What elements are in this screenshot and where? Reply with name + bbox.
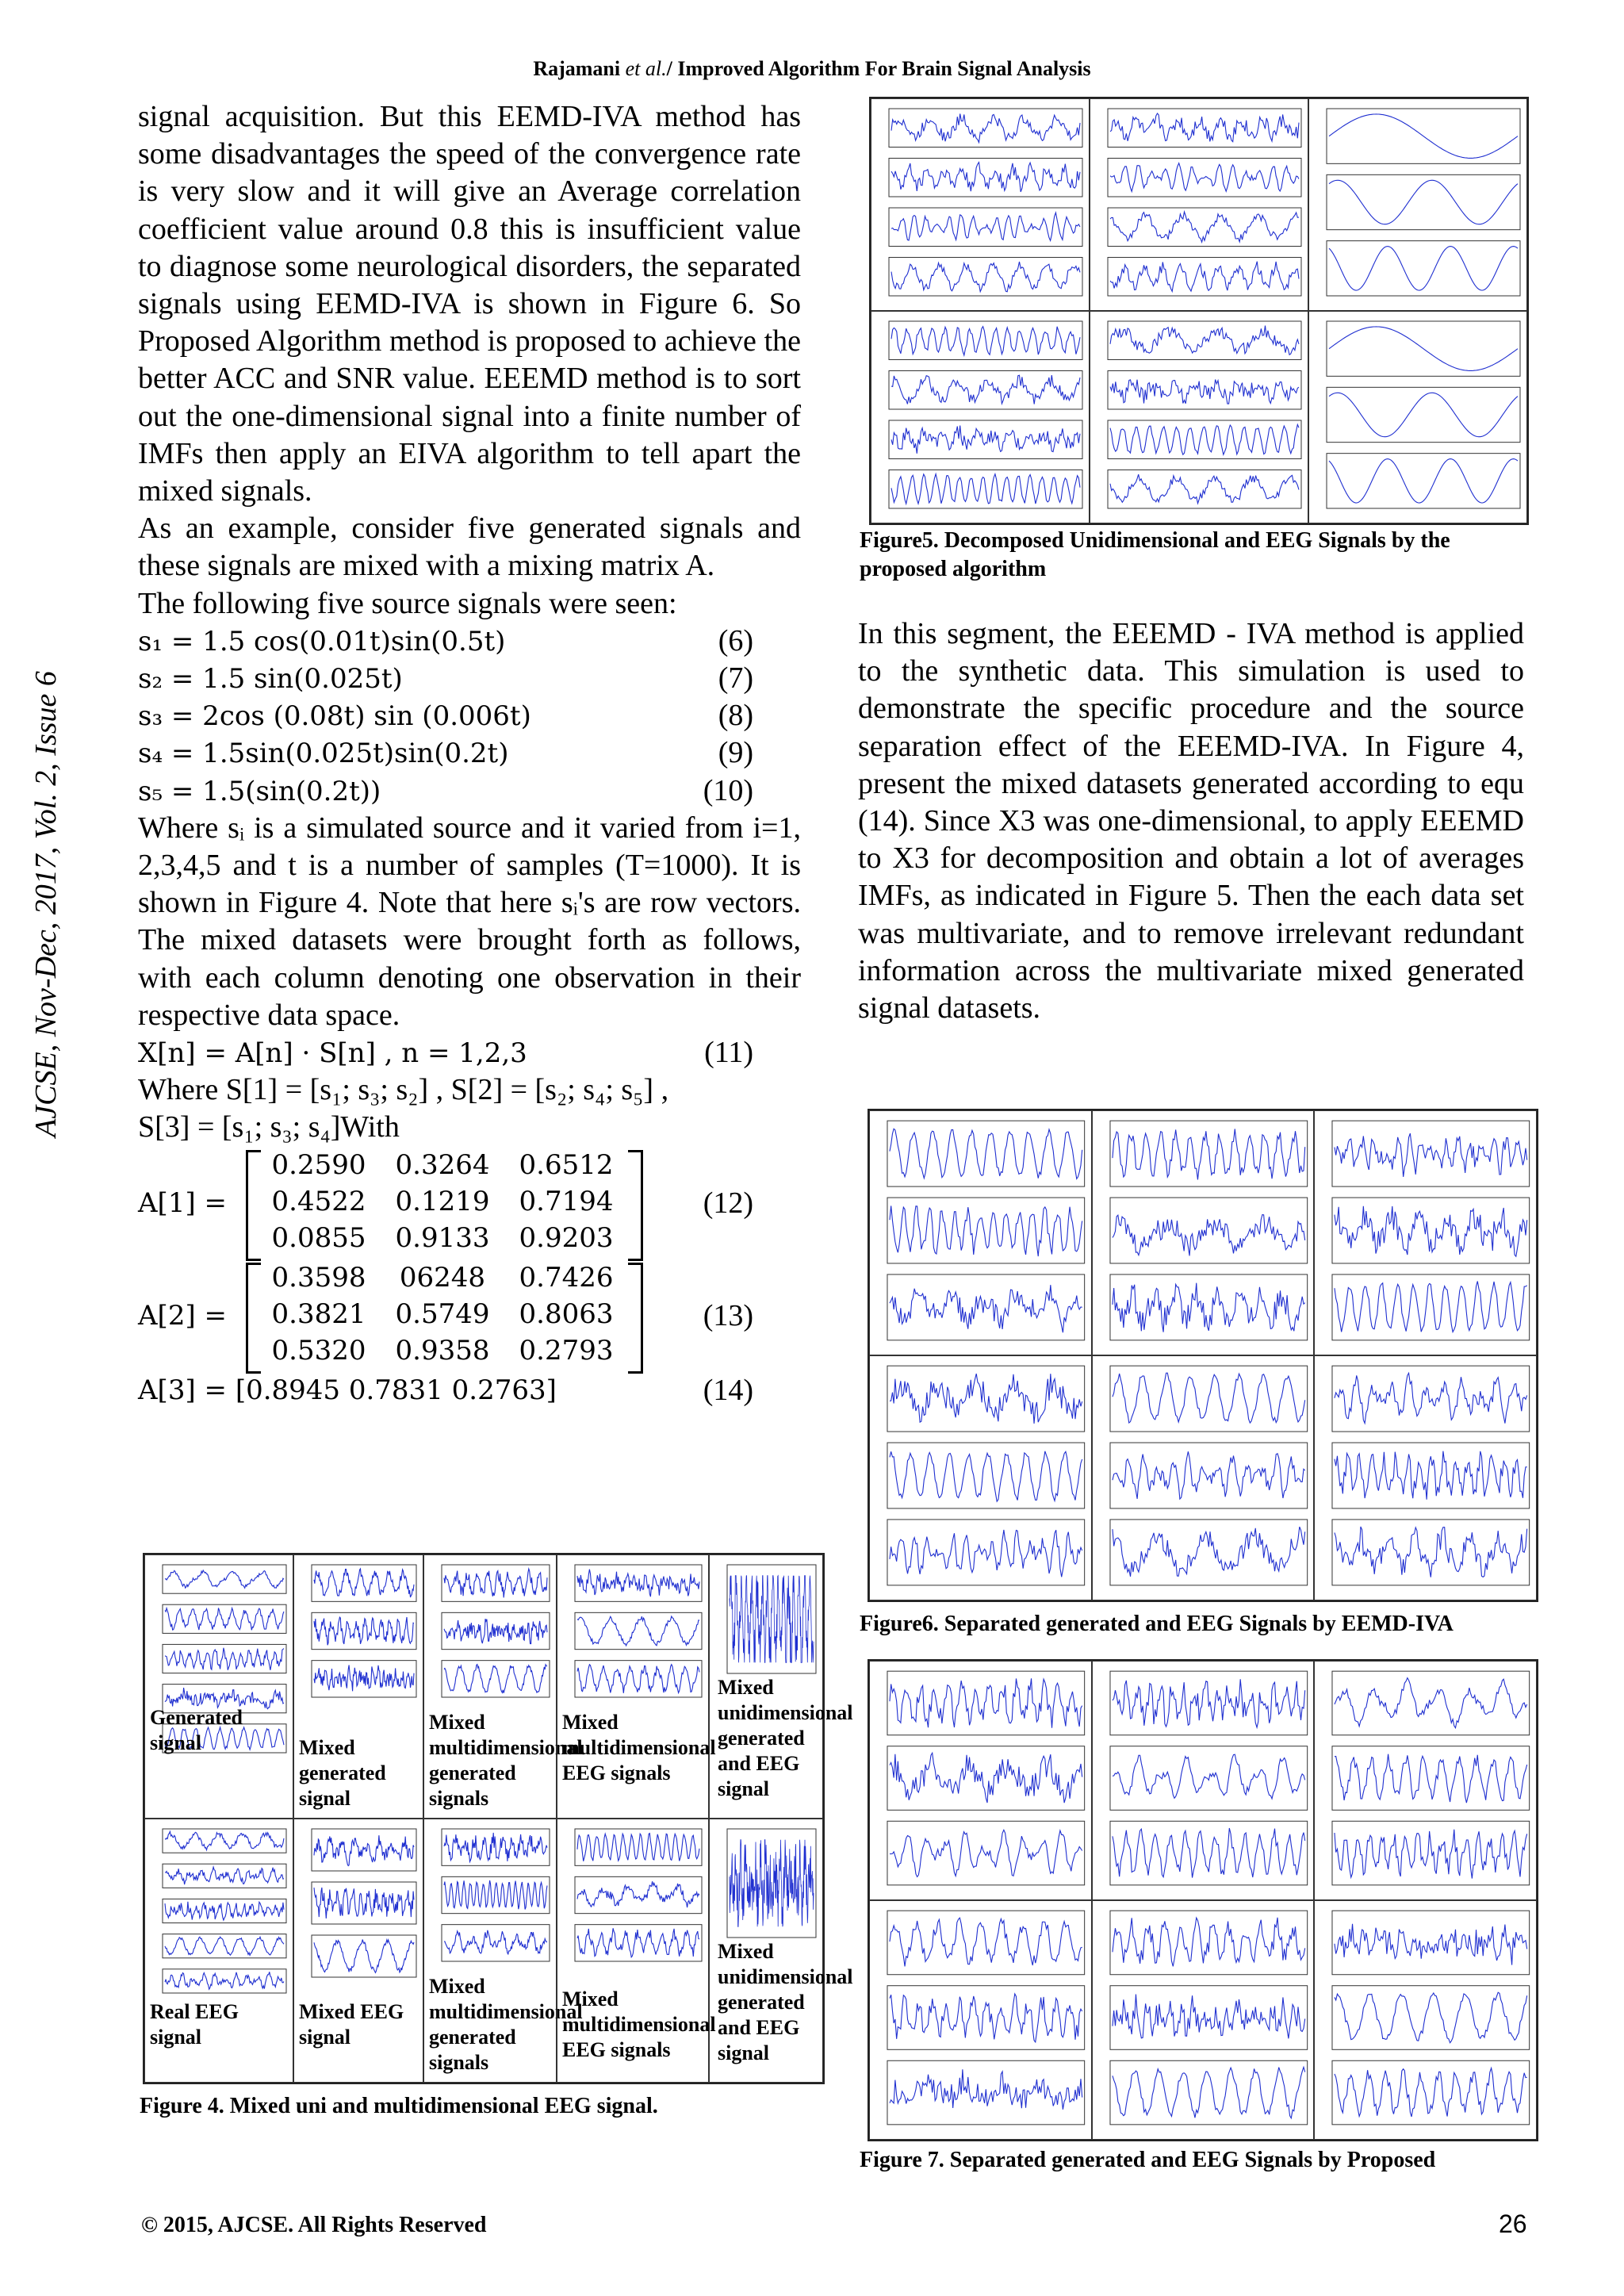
equation-8	[138, 697, 801, 734]
plot-axes-box	[889, 159, 1082, 197]
equation-expr: s₂ = 1.5 sin(0.025t)	[138, 663, 403, 696]
right-column	[858, 615, 1524, 1027]
signal-waveform	[1110, 163, 1299, 192]
matrix-cell: 0.9133	[395, 1221, 490, 1254]
signal-waveform	[890, 1994, 1082, 2042]
plot-axes-box	[575, 1876, 702, 1913]
fig4-label: Mixed EEG signal	[299, 2000, 404, 2049]
matrix-cell: 0.3264	[395, 1148, 490, 1181]
fig5-cell	[1090, 311, 1308, 523]
left-column	[138, 98, 801, 1413]
signal-waveform	[314, 1940, 414, 1973]
fig4-label: Mixed generated signal	[299, 1736, 386, 1810]
fig6-cell	[1314, 1110, 1537, 1355]
fig4-label: Mixed multidimensional generated signals	[429, 1975, 583, 2074]
plot-axes-box	[1332, 1746, 1530, 1811]
fig4-label: Mixed multidimensional generated signals	[429, 1711, 583, 1810]
signal-waveform	[730, 1840, 814, 1927]
signal-waveform	[1113, 2067, 1305, 2118]
signal-waveform	[1335, 1754, 1527, 1803]
equation-expr: s₁ = 1.5 cos(0.01t)sin(0.5t)	[138, 625, 506, 657]
fig4-label: Mixed multidimensional EEG signals	[562, 1711, 716, 1784]
signal-waveform	[1113, 1215, 1305, 1256]
matrix-cell: 0.7426	[519, 1261, 614, 1294]
signal-waveform	[1329, 459, 1518, 504]
header-slash: /	[666, 57, 672, 80]
header-title: Improved Algorithm For Brain Signal Analysis	[677, 57, 1091, 80]
plot-axes-box	[887, 1986, 1085, 2050]
signal-waveform	[1113, 1373, 1305, 1423]
signal-waveform	[891, 474, 1080, 504]
plot-axes-box	[1108, 420, 1301, 459]
fig6-plots	[1093, 1111, 1314, 1355]
signal-waveform	[1113, 1129, 1305, 1179]
equation-10	[138, 772, 801, 810]
matrix-cell: 0.3821	[271, 1297, 366, 1330]
signal-waveform	[1335, 1282, 1527, 1332]
where-line-2	[138, 1109, 801, 1146]
fig4-label: Generated signal	[150, 1706, 243, 1754]
matrix-cell: 0.4522	[271, 1185, 366, 1217]
signal-waveform	[577, 1616, 699, 1646]
plot-axes-box	[575, 1612, 702, 1649]
fig4-plots	[145, 1555, 293, 1818]
signal-waveform	[1113, 1527, 1305, 1577]
signal-waveform	[1329, 114, 1518, 159]
plot-axes-box	[1332, 1198, 1530, 1263]
signal-waveform	[577, 1834, 699, 1861]
plot-axes-box	[887, 1366, 1085, 1432]
header-author: Rajamani	[533, 57, 621, 80]
figure-5	[869, 97, 1529, 525]
equation-number: (11)	[704, 1036, 753, 1069]
matrix-cell: 0.9203	[519, 1221, 614, 1254]
equation-number: (13)	[703, 1298, 753, 1332]
signal-waveform	[165, 1902, 284, 1920]
signal-waveform	[1335, 1678, 1527, 1728]
signal-waveform	[890, 1830, 1082, 1876]
signal-waveform	[890, 1918, 1082, 1966]
signal-waveform	[891, 114, 1080, 143]
figure-4-caption: Figure 4. Mixed uni and multidimensional EEG signal.	[140, 2094, 658, 2118]
fig4-label: Mixed unidimensional generated and EEG signal	[718, 1940, 853, 2064]
signal-waveform	[1335, 1924, 1527, 1965]
signal-waveform	[444, 1880, 547, 1910]
signal-waveform	[314, 1665, 414, 1691]
equation-number: (10)	[703, 773, 753, 807]
left-paragraph-3: The following five source signals were seen:	[138, 586, 677, 620]
signal-waveform	[165, 1570, 284, 1588]
signal-waveform	[165, 1648, 284, 1670]
signal-waveform	[165, 1867, 284, 1884]
matrix-lhs: A[1] =	[138, 1186, 228, 1219]
signal-waveform	[1335, 1206, 1527, 1257]
signal-waveform	[1335, 1527, 1527, 1577]
fig6-plots	[870, 1356, 1091, 1600]
signal-waveform	[1113, 1451, 1305, 1499]
equation-number: (8)	[718, 699, 753, 733]
plot-axes-box	[1332, 1911, 1530, 1975]
fig6-plots	[1093, 1356, 1314, 1600]
fig4-cell	[144, 1554, 293, 1819]
signal-waveform	[1113, 1918, 1305, 1967]
equation-number: (7)	[718, 661, 753, 696]
fig4-cell	[557, 1819, 716, 2083]
fig4-cell	[557, 1554, 716, 1819]
equation-number: (12)	[703, 1186, 753, 1220]
signal-waveform	[890, 1451, 1082, 1501]
fig5-plots	[871, 312, 1089, 523]
plot-axes-box	[1110, 2060, 1308, 2125]
fig5-plots	[1309, 99, 1526, 310]
signal-waveform	[577, 1665, 699, 1693]
signal-waveform	[577, 1881, 699, 1907]
plot-axes-box	[1108, 470, 1301, 509]
figure-6-caption: Figure6. Separated generated and EEG Signals by EEMD-IVA	[860, 1612, 1454, 1636]
equation-number: (9)	[718, 736, 753, 770]
signal-waveform	[890, 2069, 1082, 2110]
figure-7-caption: Figure 7. Separated generated and EEG Signals by Proposed	[860, 2148, 1436, 2172]
where-line-1	[138, 1071, 801, 1109]
fig6-plots	[1315, 1356, 1536, 1600]
signal-waveform	[1335, 1451, 1527, 1500]
signal-waveform	[1329, 393, 1518, 436]
signal-waveform	[891, 327, 1080, 355]
matrix-cell: 0.2590	[271, 1148, 366, 1181]
fig5-cell	[1090, 98, 1308, 311]
fig4-cell	[144, 1819, 293, 2083]
signal-waveform	[1110, 113, 1299, 142]
matrix-cell: 0.2793	[519, 1334, 614, 1366]
signal-waveform	[314, 1569, 414, 1597]
plot-axes-box	[1327, 174, 1520, 229]
left-paragraph-1: signal acquisition. But this EEMD-IVA method has some disadvantages the speed of the convergence rate is very slow and it will give an Average correlation coefficient value around 0.8 this is insufficient value to diagnose some neurological disorders, the separated signals using EEMD-IVA is shown in Figure 6. So Proposed Algorithm method is proposed to achieve the better ACC and SNR value. EEEMD method is to sort out the one-dimensional signal into a finite number of IMFs then apply an EIVA algorithm to tell apart the mixed signals.	[138, 100, 801, 508]
signal-waveform	[577, 1928, 699, 1957]
figure-4	[143, 1553, 853, 2084]
signal-waveform	[1113, 1283, 1305, 1332]
footer-copyright: © 2015, AJCSE. All Rights Reserved	[141, 2213, 487, 2237]
signal-waveform	[1335, 1373, 1527, 1423]
matrix-expr: A[3] = [0.8945 0.7831 0.2763]	[138, 1374, 557, 1406]
signal-waveform	[1335, 2068, 1527, 2117]
plot-axes-box	[1110, 1520, 1308, 1585]
side-journal-text: AJCSE, Nov-Dec, 2017, Vol. 2, Issue 6	[29, 671, 63, 1137]
signal-waveform	[891, 426, 1080, 454]
figure-6	[868, 1109, 1538, 1602]
fig6-plots	[870, 1111, 1091, 1355]
left-paragraph-4: Where sᵢ is a simulated source and it varied from i=1, 2,3,4,5 and t is a number of samples (T=1000). It is shown in Figure 4. Note that here sᵢ's are row vectors. The mixed datasets were brought forth as follows, with each column denoting one observation in their respective data space.	[138, 811, 801, 1032]
fig6-cell	[869, 1110, 1092, 1355]
signal-waveform	[165, 1972, 284, 1989]
signal-waveform	[1335, 1830, 1527, 1879]
signal-waveform	[314, 1835, 414, 1865]
left-paragraph-2: As an example, consider five generated signals and these signals are mixed with a mixing matrix A.	[138, 512, 801, 583]
plot-axes-box	[1332, 2060, 1530, 2125]
fig4-cell	[423, 1554, 583, 1819]
plot-axes-box	[1108, 371, 1301, 410]
signal-waveform	[891, 262, 1080, 292]
fig6-cell	[1092, 1110, 1315, 1355]
equation-number: (6)	[718, 623, 753, 657]
matrix-A1	[138, 1147, 801, 1259]
signal-waveform	[890, 1530, 1082, 1577]
plot-axes-box	[312, 1882, 416, 1924]
page-number: 26	[1499, 2210, 1527, 2238]
equation-expr: s₅ = 1.5(sin(0.2t))	[138, 775, 381, 807]
matrix-cell: 06248	[399, 1261, 486, 1294]
fig5-cell	[1308, 98, 1527, 311]
signal-waveform	[577, 1570, 699, 1597]
matrix-right-bracket	[628, 1263, 643, 1374]
matrix-cell: 0.6512	[519, 1148, 614, 1181]
fig5-plots	[871, 99, 1089, 310]
fig7-plots	[1093, 1901, 1314, 2139]
signal-waveform	[1110, 212, 1299, 242]
matrix-cell: 0.9358	[395, 1334, 490, 1366]
header-etal: et al.	[625, 57, 667, 80]
signal-waveform	[165, 1608, 284, 1631]
signal-waveform	[165, 1831, 284, 1849]
plot-axes-box	[163, 1899, 286, 1922]
right-paragraph-1: In this segment, the EEEMD - IVA method is applied to the synthetic data. This simulation is used to demonstrate the specific procedure and the source separation effect of the EEEMD-IVA. In Figure 4, present the mixed datasets generated according to equ (14). Since X3 was one-dimensional, to apply EEEMD to X3 for decomposition and obtain a lot of averages IMFs, as indicated in Figure 5. Then the each data set was multivariate, and to remove irrelevant redundant information across the multivariate mixed generated signal datasets.	[858, 617, 1524, 1025]
matrix-cell: 0.3598	[271, 1261, 366, 1294]
fig5-cell	[871, 98, 1090, 311]
fig5-plots	[1309, 312, 1526, 523]
signal-waveform	[1110, 380, 1299, 404]
signal-waveform	[1329, 180, 1518, 224]
signal-waveform	[891, 375, 1080, 404]
signal-waveform	[1335, 1133, 1527, 1177]
matrix-right-bracket	[628, 1150, 643, 1261]
plot-axes-box	[1327, 241, 1520, 296]
matrix-cell: 0.8063	[519, 1297, 614, 1330]
signal-waveform	[890, 1129, 1082, 1179]
fig4-label: Real EEG signal	[150, 2000, 239, 2049]
plot-axes-box	[1327, 454, 1520, 508]
fig7-cell	[1092, 1900, 1315, 2140]
fig6-cell	[1314, 1355, 1537, 1600]
signal-waveform	[890, 1285, 1082, 1332]
plot-axes-box	[1110, 1121, 1308, 1186]
equation-7	[138, 660, 801, 697]
equation-6	[138, 623, 801, 660]
figure-7-grid	[869, 1661, 1537, 2140]
plot-axes-box	[312, 1565, 416, 1601]
equation-expr: s₃ = 2cos (0.08t) sin (0.006t)	[138, 700, 531, 733]
signal-waveform	[1329, 327, 1518, 371]
signal-waveform	[891, 163, 1080, 192]
signal-waveform	[1110, 424, 1299, 454]
plot-axes-box	[1327, 387, 1520, 442]
signal-waveform	[1113, 1995, 1305, 2039]
matrix-A2	[138, 1259, 801, 1372]
fig4-cell	[423, 1819, 583, 2083]
matrix-cell: 0.0855	[271, 1221, 366, 1254]
fig5-plots	[1090, 312, 1308, 523]
signal-waveform	[314, 1888, 414, 1918]
signal-waveform	[1113, 1679, 1305, 1727]
equation-9	[138, 734, 801, 772]
matrix-A3	[138, 1372, 801, 1413]
matrix-cell: 0.1219	[395, 1185, 490, 1217]
fig6-cell	[1092, 1355, 1315, 1600]
signal-waveform	[444, 1665, 547, 1693]
signal-waveform	[165, 1937, 284, 1955]
figure-6-grid	[869, 1110, 1537, 1600]
equation-expr: X[n] = A[n] · S[n] , n = 1,2,3	[138, 1037, 527, 1069]
plot-axes-box	[1332, 1366, 1530, 1432]
fig4-label: Mixed multidimensional EEG signals	[562, 1987, 716, 2061]
matrix-cells	[257, 1147, 628, 1256]
signal-waveform	[1110, 326, 1299, 355]
fig5-cell	[871, 311, 1090, 523]
signal-waveform	[444, 1930, 547, 1954]
fig4-cell	[709, 1554, 853, 1819]
fig7-plots	[1093, 1662, 1314, 1899]
signal-waveform	[1110, 262, 1299, 292]
fig4-cell	[293, 1554, 423, 1819]
fig7-plots	[870, 1901, 1091, 2139]
figure-5-caption: Figure5. Decomposed Unidimensional and EEG Signals by the proposed algorithm	[860, 528, 1450, 581]
signal-waveform	[444, 1569, 547, 1597]
fig7-cell	[869, 1661, 1092, 1900]
plot-axes-box	[1332, 1121, 1530, 1186]
figure-7	[868, 1659, 1538, 2141]
signal-waveform	[891, 213, 1080, 240]
matrix-lhs: A[2] =	[138, 1299, 228, 1332]
equation-expr: s₄ = 1.5sin(0.025t)sin(0.2t)	[138, 738, 509, 770]
figure-4-grid	[144, 1554, 853, 2083]
plot-axes-box	[575, 1925, 702, 1961]
signal-waveform	[314, 1617, 414, 1645]
matrix-cell: 0.7194	[519, 1185, 614, 1217]
fig4-label: Mixed unidimensional generated and EEG signal	[718, 1676, 853, 1800]
signal-waveform	[890, 1753, 1082, 1803]
equation-number: (14)	[703, 1373, 753, 1407]
fig4-cell	[709, 1819, 853, 2083]
figure-5-grid	[871, 98, 1527, 523]
matrix-cell: 0.5749	[395, 1297, 490, 1330]
fig5-plots	[1090, 99, 1308, 310]
signal-waveform	[1110, 474, 1299, 504]
equation-11	[138, 1034, 801, 1071]
where-text: S[3] = [s₁; s₃; s₄]With	[138, 1110, 400, 1144]
signal-waveform	[444, 1833, 547, 1862]
fig7-cell	[869, 1900, 1092, 2140]
fig6-cell	[869, 1355, 1092, 1600]
fig7-plots	[1315, 1662, 1536, 1899]
fig7-plots	[870, 1662, 1091, 1899]
signal-waveform	[730, 1576, 814, 1663]
signal-waveform	[890, 1374, 1082, 1424]
matrix-cell: 0.5320	[271, 1334, 366, 1366]
fig6-plots	[1315, 1111, 1536, 1355]
running-header	[0, 57, 1624, 81]
signal-waveform	[890, 1678, 1082, 1727]
fig7-cell	[1314, 1661, 1537, 1900]
where-text: Where S[1] = [s₁; s₃; s₂] , S[2] = [s₂; s₄; s₅] ,	[138, 1073, 669, 1107]
fig7-cell	[1092, 1661, 1315, 1900]
plot-axes-box	[575, 1661, 702, 1697]
signal-waveform	[1335, 1992, 1527, 2043]
fig7-plots	[1315, 1901, 1536, 2139]
fig4-cell	[293, 1819, 423, 2083]
fig5-cell	[1308, 311, 1527, 523]
signal-waveform	[1329, 247, 1518, 291]
plot-axes-box	[887, 1746, 1085, 1811]
signal-waveform	[1113, 1828, 1305, 1878]
signal-waveform	[890, 1205, 1082, 1256]
plot-axes-box	[1110, 1986, 1308, 2050]
signal-waveform	[444, 1619, 547, 1643]
plot-axes-box	[1108, 258, 1301, 297]
signal-waveform	[1113, 1754, 1305, 1799]
fig7-cell	[1314, 1900, 1537, 2140]
matrix-cells	[257, 1259, 628, 1369]
